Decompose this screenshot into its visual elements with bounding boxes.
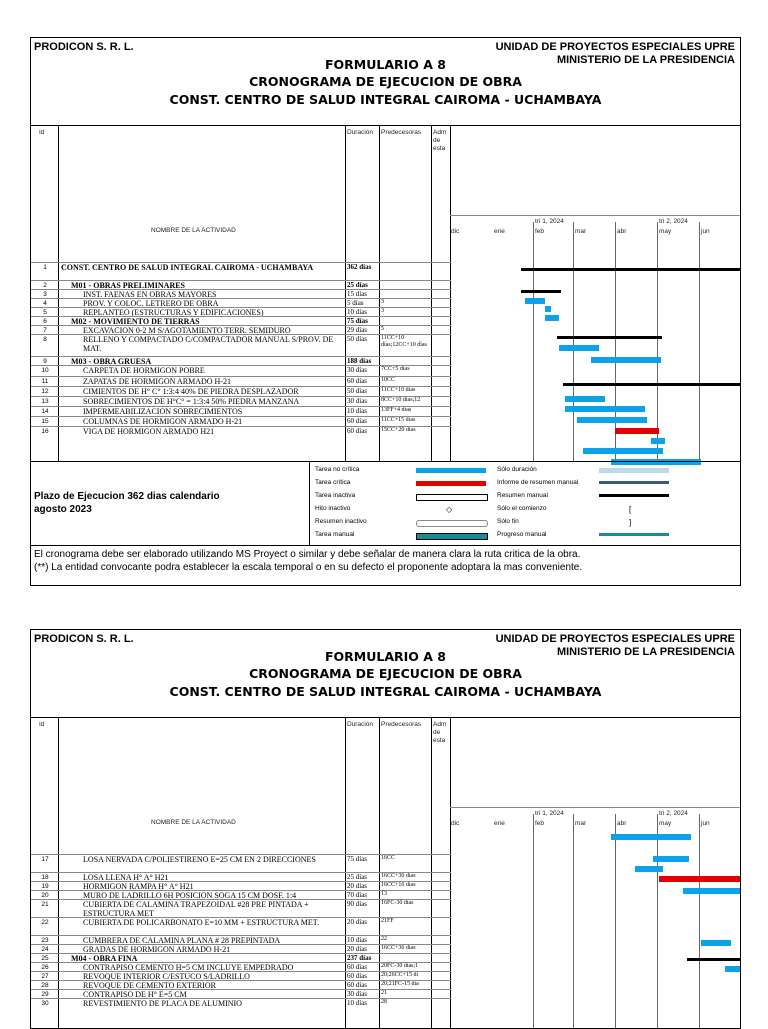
row-predecessors: 16FC-30 días — [381, 900, 414, 906]
col-id-header: Id — [39, 129, 45, 136]
row-name: REVOQUE INTERIOR C/ESTUCO S/LADRILLO — [83, 972, 250, 981]
row-id: 4 — [43, 300, 47, 307]
col-pred-header: Predecesoras — [381, 721, 422, 728]
row-name: GRADAS DE HORMIGON ARMADO H-21 — [83, 945, 231, 954]
table-row — [31, 262, 451, 280]
row-duration: 60 días — [347, 377, 368, 385]
row-duration: 20 días — [347, 882, 368, 890]
row-name: CIMIENTOS DE H° C° 1:3:4 40% DE PIEDRA DESPLAZADOR — [83, 387, 299, 396]
row-id: 18 — [41, 874, 49, 881]
row-name: INST. FAENAS EN OBRAS MAYORES — [83, 290, 217, 299]
row-duration: 10 días — [347, 308, 368, 316]
month-mar: mar — [575, 820, 587, 827]
table-row — [31, 944, 451, 953]
legend-swatch — [416, 481, 486, 486]
row-name: M01 - OBRAS PRELIMINARES — [71, 281, 186, 290]
month-may: may — [659, 228, 672, 235]
table-row — [31, 356, 451, 365]
col-name-header: NOMBRE DE LA ACTIVIDAD — [151, 227, 236, 234]
row-duration: 60 días — [347, 427, 368, 435]
row-id: 8 — [43, 336, 47, 343]
month-feb: feb — [535, 228, 545, 235]
row-name: CONTRAPISO DE H° E=5 CM — [83, 990, 187, 999]
note-line-2: (**) La entidad convocante podra establecer la escala temporal o en su defecto el proponente adoptara la mas conveniente. — [34, 562, 583, 573]
table-row — [31, 989, 451, 998]
form-title: FORMULARIO A 8 — [325, 57, 446, 72]
table-row — [31, 890, 451, 899]
row-duration: 20 días — [347, 945, 368, 953]
row-duration: 30 días — [347, 397, 368, 405]
page-header — [31, 38, 740, 126]
task-bar-5 — [545, 315, 559, 321]
row-name: REPLANTEO (ESTRUCTURAS Y EDIFICACIONES) — [83, 308, 264, 317]
table-row — [31, 416, 451, 426]
plazo-text: Plazo de Ejecucion 362 dias calendario agosto 2023 — [34, 491, 220, 515]
row-predecessors: 7CC+5 días — [381, 366, 410, 372]
row-name: CUBIERTA DE CALAMINA TRAPEZOIDAL #28 PRE PINTADA + ESTRUCTURA MET — [83, 900, 309, 918]
legend-label: Hito inactivo — [315, 505, 351, 512]
table-row — [31, 298, 451, 307]
task-bar-7 — [559, 345, 599, 351]
row-duration: 60 días — [347, 972, 368, 980]
month-dic: dic — [451, 228, 460, 235]
row-predecessors: 16CC+30 días — [381, 873, 416, 879]
timeline-q2: tri 2, 2024 — [659, 810, 688, 817]
month-feb: feb — [535, 820, 545, 827]
table-row — [31, 307, 451, 316]
notes — [31, 545, 740, 585]
task-bar-11 — [565, 406, 645, 412]
note-line-1: El cronograma debe ser elaborado utilizando MS Proyect o similar y debe señalar de manera clara la ruta critica de la obra. — [34, 549, 581, 560]
row-predecessors: 22 — [381, 936, 387, 942]
row-predecessors: 3 — [381, 299, 384, 305]
legend-swatch — [599, 481, 669, 484]
task-bar-21 — [683, 888, 740, 894]
row-duration: 75 días — [347, 317, 368, 325]
row-id: 24 — [41, 946, 49, 953]
summary-bar-6 — [557, 336, 662, 339]
col-adm-header: Adm de esta — [433, 721, 447, 744]
table-row — [31, 396, 451, 406]
table-row — [31, 376, 451, 386]
row-id: 16 — [41, 428, 49, 435]
table-row — [31, 316, 451, 325]
row-name: LOSA LLENA H° A° H21 — [83, 873, 169, 882]
month-ene: ene — [494, 820, 505, 827]
row-duration: 15 días — [347, 290, 368, 298]
row-name: M02 - MOVIMIENTO DE TIERRAS — [71, 317, 200, 326]
row-predecessors: 28 — [381, 999, 387, 1005]
row-duration: 362 días — [347, 263, 372, 271]
row-predecessors: 16CC — [381, 855, 396, 861]
legend-label: Tarea inactiva — [315, 492, 356, 499]
task-bar-19 — [635, 866, 663, 872]
row-id: 3 — [43, 291, 47, 298]
summary-bar-25 — [687, 958, 740, 961]
task-bar-3 — [525, 298, 545, 304]
row-name: MURO DE LADRILLO 6H POSICION SOGA 15 CM DOSF. 1:4 — [83, 891, 297, 900]
row-id: 11 — [41, 378, 49, 385]
row-duration: 237 días — [347, 954, 372, 962]
month-mar: mar — [575, 228, 587, 235]
row-id: 30 — [41, 1000, 49, 1007]
table-row — [31, 334, 451, 356]
row-predecessors: 13FF+4 días — [381, 407, 412, 413]
row-id: 26 — [41, 964, 49, 971]
row-name: CONST. CENTRO DE SALUD INTEGRAL CAIROMA - UCHAMBAYA — [61, 263, 314, 272]
row-duration: 10 días — [347, 999, 368, 1007]
table-row — [31, 998, 451, 1007]
col-pred-header: Predecesoras — [381, 129, 422, 136]
legend-label: Resumen inactivo — [315, 518, 367, 525]
row-id: 6 — [43, 318, 47, 325]
row-name: M04 - OBRA FINA — [71, 954, 138, 963]
legend-label: Tarea crítica — [315, 479, 351, 486]
table-row — [31, 971, 451, 980]
row-duration: 30 días — [347, 990, 368, 998]
row-id: 27 — [41, 973, 49, 980]
project-title: CONST. CENTRO DE SALUD INTEGRAL CAIROMA - UCHAMBAYA — [169, 92, 602, 107]
row-duration: 20 días — [347, 918, 368, 926]
legend-swatch — [599, 494, 669, 497]
row-predecessors: 20;21FC-15 día — [381, 981, 419, 987]
critical-bar-20 — [659, 876, 740, 882]
row-id: 29 — [41, 991, 49, 998]
task-bar-24 — [701, 940, 731, 946]
table-row — [31, 325, 451, 334]
legend-swatch — [416, 520, 488, 527]
row-duration: 50 días — [347, 387, 368, 395]
task-bar-26 — [725, 966, 740, 972]
row-duration: 60 días — [347, 417, 368, 425]
legend-label: Resumen manual — [497, 492, 548, 499]
timeline-q2: tri 2, 2024 — [659, 218, 688, 225]
table-row — [31, 872, 451, 881]
row-duration: 10 días — [347, 407, 368, 415]
row-id: 28 — [41, 982, 49, 989]
task-bar-17 — [611, 834, 691, 840]
row-name: VIGA DE HORMIGON ARMADO H21 — [83, 427, 215, 436]
row-name: CONTRAPISO CEMENTO H=5 CM INCLUYE EMPEDRADO — [83, 963, 294, 972]
form-title: FORMULARIO A 8 — [325, 649, 446, 664]
legend-label: Tarea no crítica — [315, 466, 360, 473]
month-ene: ene — [494, 228, 505, 235]
page-header-2 — [31, 630, 740, 718]
table-row — [31, 280, 451, 289]
row-name: HORMIGON RAMPA H° A° H21 — [83, 882, 194, 891]
row-predecessors: 16CC+16 días — [381, 882, 416, 888]
row-name: ZAPATAS DE HORMIGON ARMADO H-21 — [83, 377, 231, 386]
row-name: LOSA NERVADA C/POLIESTIRENO E=25 CM EN 2 DIRECCIONES — [83, 855, 316, 864]
month-dic: dic — [451, 820, 460, 827]
table-row — [31, 406, 451, 416]
gantt-table — [31, 125, 740, 462]
schedule-page-1 — [30, 37, 741, 586]
row-duration: 5 días — [347, 299, 364, 307]
gantt-table-2 — [31, 717, 740, 1028]
table-row — [31, 953, 451, 962]
table-row — [31, 365, 451, 376]
row-predecessors: 11CC+15 días — [381, 417, 416, 423]
row-id: 14 — [41, 408, 49, 415]
table-row — [31, 962, 451, 971]
summary-bar-2 — [521, 290, 561, 293]
row-predecessors: 21 — [381, 990, 387, 996]
row-name: REVESTIMIENTO DE PLACA DE ALUMINIO — [83, 999, 242, 1008]
table-row — [31, 881, 451, 890]
task-bar-18 — [653, 856, 689, 862]
timeline-q1: tri 1, 2024 — [535, 218, 564, 225]
schedule-title: CRONOGRAMA DE EJECUCION DE OBRA — [249, 74, 522, 89]
row-name: SOBRECIMIENTOS DE H°C° = 1:3:4 50% PIEDRA MANZANA — [83, 397, 300, 406]
row-id: 5 — [43, 309, 47, 316]
task-bar-15 — [583, 448, 663, 454]
table-row — [31, 854, 451, 872]
project-title: CONST. CENTRO DE SALUD INTEGRAL CAIROMA - UCHAMBAYA — [169, 684, 602, 699]
summary-bar-9 — [563, 383, 740, 386]
legend-label: Sólo duración — [497, 466, 537, 473]
task-bar-10 — [565, 396, 605, 402]
table-row — [31, 426, 451, 436]
row-predecessors: 21FF — [381, 918, 394, 924]
table-row — [31, 980, 451, 989]
legend-label: Sólo fin — [497, 518, 519, 525]
row-duration: 29 días — [347, 326, 368, 334]
row-id: 10 — [41, 367, 49, 374]
month-jun: jun — [701, 228, 710, 235]
task-bar-4 — [545, 306, 551, 312]
row-predecessors: 20FC-30 días;1 — [381, 963, 419, 969]
legend-swatch — [599, 468, 669, 473]
legend-swatch — [416, 494, 488, 501]
unit-name: UNIDAD DE PROYECTOS ESPECIALES UPRE — [495, 633, 735, 645]
row-name: IMPERMEABILIZACION SOBRECIMIENTOS — [83, 407, 243, 416]
legend-area — [31, 461, 740, 546]
row-name: CARPETA DE HORMIGON POBRE — [83, 366, 205, 375]
row-predecessors: 10CC — [381, 377, 396, 383]
ministry-name: MINISTERIO DE LA PRESIDENCIA — [556, 54, 735, 66]
col-duration-header: Duración — [347, 129, 374, 136]
row-id: 15 — [41, 418, 49, 425]
critical-bar-13 — [615, 428, 659, 434]
row-predecessors: 11CC+10 días — [381, 387, 416, 393]
row-name: COLUMNAS DE HORMIGON ARMADO H-21 — [83, 417, 243, 426]
row-id: 22 — [41, 919, 49, 926]
row-duration: 25 días — [347, 873, 368, 881]
row-duration: 70 días — [347, 891, 368, 899]
row-name: REVOQUE DE CEMENTO EXTERIOR — [83, 981, 216, 990]
row-id: 7 — [43, 327, 47, 334]
legend-label: Sólo el comienzo — [497, 505, 547, 512]
row-duration: 60 días — [347, 981, 368, 989]
legend-swatch: [ — [629, 505, 632, 514]
col-adm-header: Adm de esta — [433, 129, 447, 152]
row-id: 20 — [41, 892, 49, 899]
row-predecessors: 15CC+20 días — [381, 427, 416, 433]
company-name: PRODICON S. R. L. — [34, 633, 134, 645]
row-predecessors: 5 — [381, 326, 384, 332]
legend-swatch — [416, 468, 486, 473]
row-duration: 90 días — [347, 900, 368, 908]
task-bar-14 — [651, 438, 665, 444]
row-name: PROV. Y COLOC. LETRERO DE OBRA — [83, 299, 219, 308]
row-duration: 25 días — [347, 281, 368, 289]
col-name-header: NOMBRE DE LA ACTIVIDAD — [151, 819, 236, 826]
row-id: 23 — [41, 937, 49, 944]
row-id: 25 — [41, 955, 49, 962]
ministry-name: MINISTERIO DE LA PRESIDENCIA — [556, 646, 735, 658]
task-bar-12 — [577, 417, 647, 423]
unit-name: UNIDAD DE PROYECTOS ESPECIALES UPRE — [495, 41, 735, 53]
row-name: CUBIERTA DE POLICARBONATO E=10 MM + ESTRUCTURA MET. — [83, 918, 320, 927]
row-id: 13 — [41, 398, 49, 405]
legend-label: Informe de resumen manual — [497, 479, 579, 486]
legend-swatch — [599, 533, 669, 536]
legend-label: Progreso manual — [497, 531, 547, 538]
schedule-page-2 — [30, 629, 741, 1029]
row-predecessors: 13 — [381, 891, 387, 897]
row-duration: 75 días — [347, 855, 368, 863]
row-duration: 188 días — [347, 357, 372, 365]
table-row — [31, 386, 451, 396]
table-row — [31, 917, 451, 935]
row-id: 17 — [41, 856, 49, 863]
row-duration: 10 días — [347, 936, 368, 944]
row-predecessors: 16CC+36 días — [381, 945, 416, 951]
row-predecessors: 20;26CC+15 dí — [381, 972, 419, 978]
col-duration-header: Duración — [347, 721, 374, 728]
month-jun: jun — [701, 820, 710, 827]
row-predecessors: 11CC+10 días;12CC+10 días — [381, 335, 427, 348]
row-name: RELLENO Y COMPACTADO C/COMPACTADOR MANUAL S/PROV. DE MAT. — [83, 335, 334, 353]
row-id: 2 — [43, 282, 47, 289]
legend-swatch — [416, 533, 488, 540]
row-duration: 50 días — [347, 335, 368, 343]
row-duration: 30 días — [347, 366, 368, 374]
table-row — [31, 935, 451, 944]
table-row — [31, 289, 451, 298]
schedule-title: CRONOGRAMA DE EJECUCION DE OBRA — [249, 666, 522, 681]
legend-swatch: ◇ — [446, 505, 453, 514]
legend-label: Tarea manual — [315, 531, 355, 538]
row-name: EXCAVACION 0-2 M S/AGOTAMIENTO TERR. SEMIDURO — [83, 326, 291, 335]
task-bar-8 — [591, 357, 661, 363]
legend-swatch: ] — [629, 518, 632, 527]
row-id: 12 — [41, 388, 49, 395]
row-duration: 60 días — [347, 963, 368, 971]
row-predecessors: 3 — [381, 308, 384, 314]
timeline-q1: tri 1, 2024 — [535, 810, 564, 817]
table-row — [31, 899, 451, 917]
month-abr: abr — [617, 228, 627, 235]
row-name: M03 - OBRA GRUESA — [71, 357, 152, 366]
month-may: may — [659, 820, 672, 827]
month-abr: abr — [617, 820, 627, 827]
row-id: 21 — [41, 901, 49, 908]
summary-bar-1 — [521, 268, 740, 271]
row-name: CUMBRERA DE CALAMINA PLANA # 28 PREPINTADA — [83, 936, 281, 945]
row-predecessors: 8CC+10 días;12 — [381, 397, 421, 403]
col-id-header: Id — [39, 721, 45, 728]
row-id: 9 — [43, 358, 47, 365]
row-id: 19 — [41, 883, 49, 890]
row-id: 1 — [43, 264, 47, 271]
company-name: PRODICON S. R. L. — [34, 41, 134, 53]
